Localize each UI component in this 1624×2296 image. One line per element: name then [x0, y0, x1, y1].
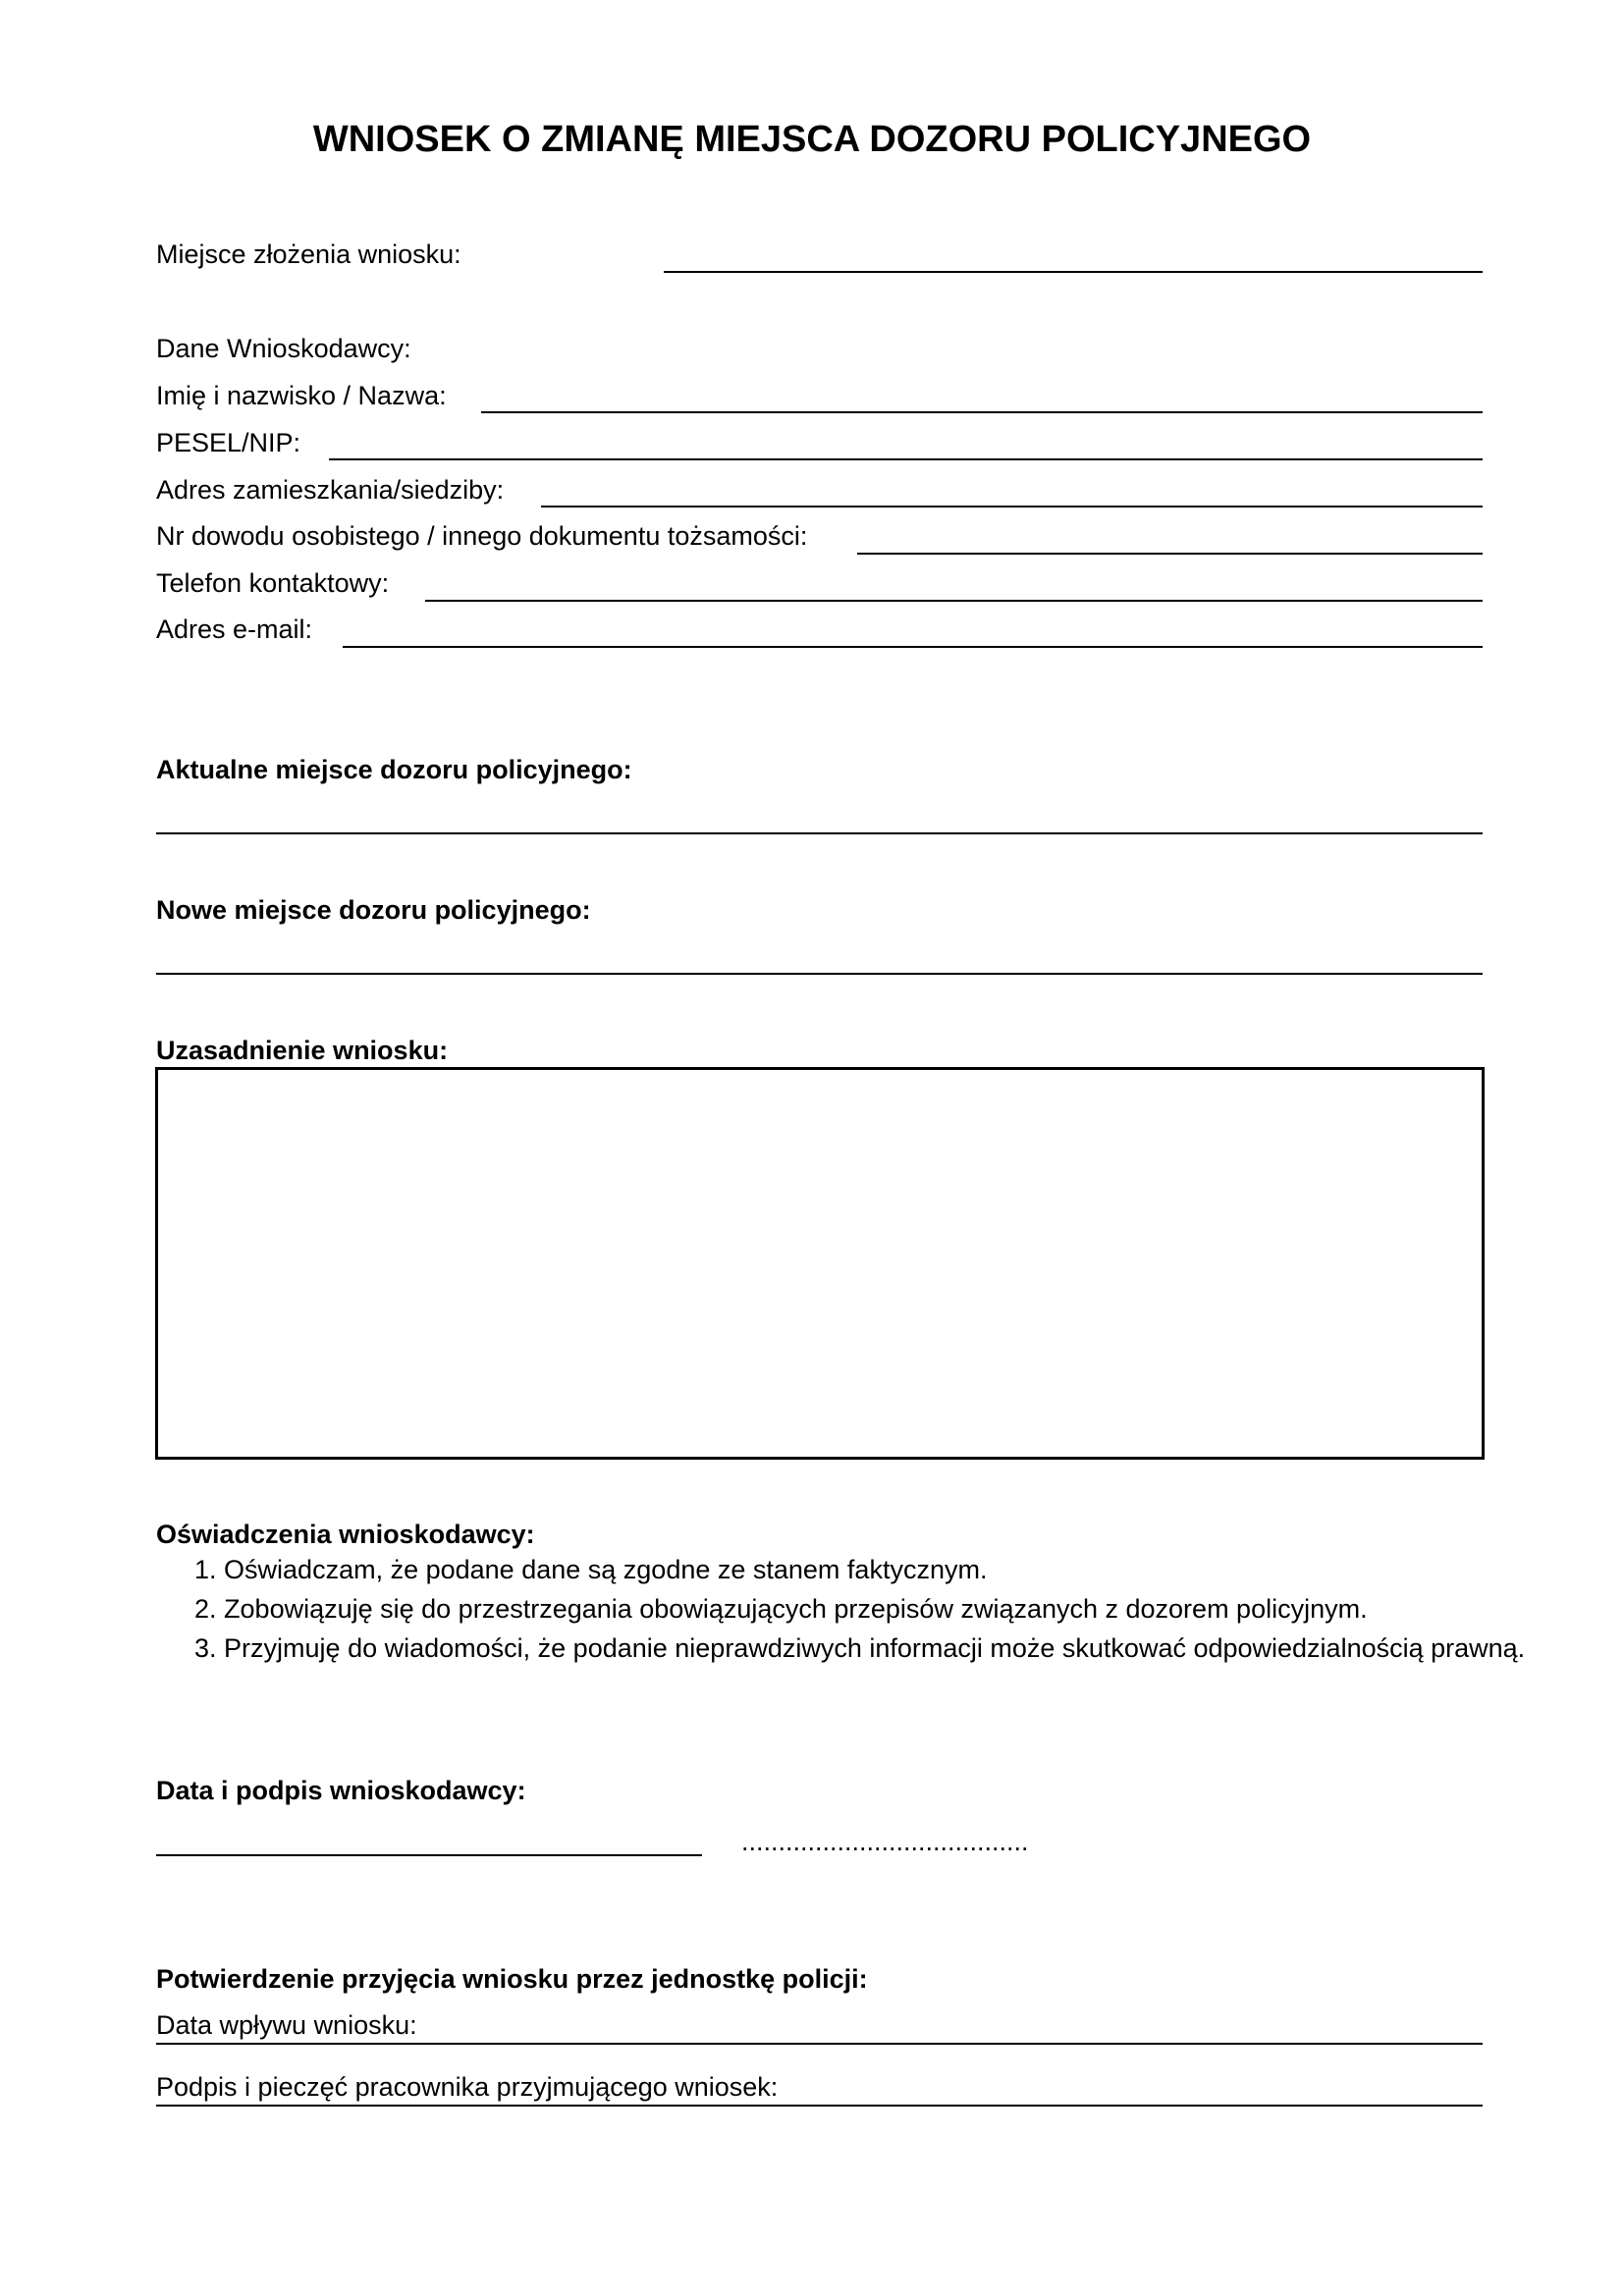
- statement-item: 3. Przyjmuję do wiadomości, że podanie nieprawdziwych informacji może skutkować odpowiedzialnością prawną.: [194, 1633, 1526, 1663]
- receipt-date-label: Data wpływu wniosku:: [156, 2010, 417, 2040]
- current-place-label: Aktualne miejsce dozoru policyjnego:: [156, 755, 632, 784]
- name-input-line[interactable]: [481, 411, 1483, 413]
- place-label: Miejsce złożenia wniosku:: [156, 240, 461, 269]
- justification-textbox[interactable]: [155, 1067, 1485, 1460]
- statement-item: 1. Oświadczam, że podane dane są zgodne ze stanem faktycznym.: [194, 1555, 988, 1584]
- phone-input-line[interactable]: [425, 600, 1483, 602]
- email-label: Adres e-mail:: [156, 614, 313, 644]
- new-place-input-line[interactable]: [156, 973, 1483, 975]
- statement-item: 2. Zobowiązuję się do przestrzegania obowiązujących przepisów związanych z dozorem policyjnym.: [194, 1594, 1368, 1624]
- current-place-input-line[interactable]: [156, 832, 1483, 834]
- address-label: Adres zamieszkania/siedziby:: [156, 475, 505, 505]
- new-place-label: Nowe miejsce dozoru policyjnego:: [156, 895, 591, 925]
- statements-list: [194, 1550, 1525, 1668]
- name-label: Imię i nazwisko / Nazwa:: [156, 381, 447, 410]
- id-document-input-line[interactable]: [857, 553, 1483, 555]
- applicant-heading: Dane Wnioskodawcy:: [156, 334, 411, 363]
- signature-dots: .......................................: [741, 1827, 1029, 1856]
- receipt-date-input-line[interactable]: [156, 2043, 1483, 2045]
- address-input-line[interactable]: [541, 506, 1483, 507]
- place-input-line[interactable]: [664, 271, 1483, 273]
- pesel-input-line[interactable]: [329, 458, 1483, 460]
- signature-heading: Data i podpis wnioskodawcy:: [156, 1776, 526, 1805]
- date-signature-input-line[interactable]: [156, 1854, 702, 1856]
- officer-signature-input-line[interactable]: [156, 2105, 1483, 2107]
- id-document-label: Nr dowodu osobistego / innego dokumentu tożsamości:: [156, 521, 808, 551]
- document-title: WNIOSEK O ZMIANĘ MIEJSCA DOZORU POLICYJNEGO: [312, 119, 1312, 160]
- justification-label: Uzasadnienie wniosku:: [156, 1036, 449, 1065]
- officer-signature-label: Podpis i pieczęć pracownika przyjmującego wniosek:: [156, 2072, 779, 2102]
- email-input-line[interactable]: [343, 646, 1483, 648]
- phone-label: Telefon kontaktowy:: [156, 568, 390, 598]
- pesel-label: PESEL/NIP:: [156, 428, 301, 457]
- confirmation-heading: Potwierdzenie przyjęcia wniosku przez jednostkę policji:: [156, 1964, 868, 1994]
- statements-heading: Oświadczenia wnioskodawcy:: [156, 1520, 535, 1549]
